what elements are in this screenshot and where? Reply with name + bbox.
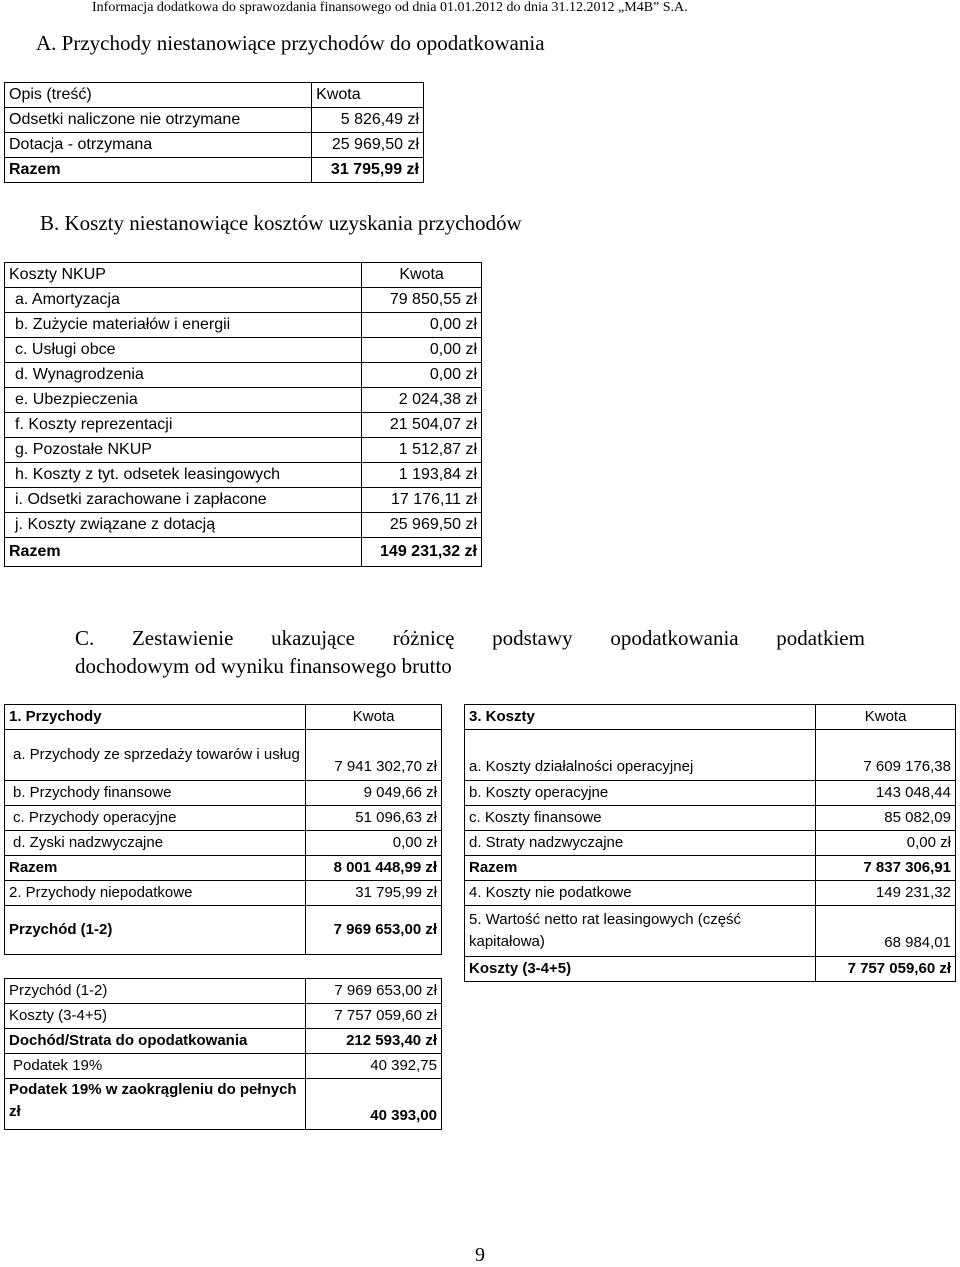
table-row bbox=[5, 413, 482, 438]
table-row bbox=[465, 730, 956, 781]
row-value: 9 049,66 zł bbox=[306, 781, 442, 806]
row-label: f. Koszty reprezentacji bbox=[5, 413, 362, 438]
table-total-row bbox=[5, 1029, 442, 1054]
revenue-header-label: 1. Przychody bbox=[5, 705, 306, 730]
row-label: j. Koszty związane z dotacją bbox=[5, 513, 362, 538]
table-row bbox=[5, 438, 482, 463]
row-value: 25 969,50 zł bbox=[312, 133, 424, 158]
cost-header-label: 3. Koszty bbox=[465, 705, 816, 730]
row-label: c. Koszty finansowe bbox=[465, 806, 816, 831]
section-c-title-line2: dochodowym od wyniku finansowego brutto bbox=[75, 654, 452, 678]
row-label: c. Przychody operacyjne bbox=[5, 806, 306, 831]
table-total-row bbox=[465, 957, 956, 982]
row-value: 21 504,07 zł bbox=[362, 413, 482, 438]
total-value: 7 837 306,91 bbox=[816, 856, 956, 881]
table-row bbox=[5, 133, 424, 158]
row-value: 0,00 zł bbox=[362, 363, 482, 388]
row-value: 68 984,01 bbox=[816, 906, 956, 957]
summary-table bbox=[4, 978, 442, 1130]
row-value: 7 609 176,38 bbox=[816, 730, 956, 781]
row-label: Przychód (1-2) bbox=[5, 979, 306, 1004]
result-value: 212 593,40 zł bbox=[306, 1029, 442, 1054]
section-a-table bbox=[4, 82, 424, 183]
page-number: 9 bbox=[475, 1244, 485, 1266]
row-value: 7 941 302,70 zł bbox=[306, 730, 442, 781]
row-value: 40 392,75 bbox=[306, 1054, 442, 1079]
costs-value: 7 757 059,60 zł bbox=[816, 957, 956, 982]
total-value: 149 231,32 zł bbox=[362, 538, 482, 567]
table-total-row bbox=[5, 538, 482, 567]
costs-label: Koszty (3-4+5) bbox=[465, 957, 816, 982]
table-row bbox=[5, 513, 482, 538]
tax-round-value: 40 393,00 bbox=[306, 1079, 442, 1130]
title-word: różnicę bbox=[392, 626, 455, 650]
row-value: 0,00 zł bbox=[816, 831, 956, 856]
row-value: 7 969 653,00 zł bbox=[306, 979, 442, 1004]
section-c-title bbox=[75, 624, 865, 680]
income-label: Przychód (1-2) bbox=[5, 906, 306, 955]
total-label: Razem bbox=[5, 158, 312, 183]
table-row bbox=[5, 831, 442, 856]
table-header-row bbox=[5, 83, 424, 108]
row-value: 85 082,09 bbox=[816, 806, 956, 831]
table-total-row bbox=[5, 1079, 442, 1130]
row-label: a. Koszty działalności operacyjnej bbox=[465, 730, 816, 781]
row-value: 1 193,84 zł bbox=[362, 463, 482, 488]
row-label: e. Ubezpieczenia bbox=[5, 388, 362, 413]
title-word: podatkiem bbox=[776, 626, 865, 650]
table-total-row bbox=[5, 856, 442, 881]
table-row bbox=[5, 388, 482, 413]
total-value: 8 001 448,99 zł bbox=[306, 856, 442, 881]
row-value: 0,00 zł bbox=[306, 831, 442, 856]
row-label: 2. Przychody niepodatkowe bbox=[5, 881, 306, 906]
row-label: d. Straty nadzwyczajne bbox=[465, 831, 816, 856]
tax-round-label: Podatek 19% w zaokrągleniu do pełnych zł bbox=[5, 1079, 306, 1130]
total-value: 31 795,99 zł bbox=[312, 158, 424, 183]
section-b-title: B. Koszty niestanowiące kosztów uzyskania przychodów bbox=[40, 211, 522, 235]
row-label: b. Koszty operacyjne bbox=[465, 781, 816, 806]
table-header-row bbox=[465, 705, 956, 730]
section-a-title: A. Przychody niestanowiące przychodów do opodatkowania bbox=[36, 31, 545, 55]
title-word: C. bbox=[75, 626, 95, 650]
table-row bbox=[465, 806, 956, 831]
row-value: 31 795,99 zł bbox=[306, 881, 442, 906]
row-label: i. Odsetki zarachowane i zapłacone bbox=[5, 488, 362, 513]
row-label: g. Pozostałe NKUP bbox=[5, 438, 362, 463]
row-label: a. Amortyzacja bbox=[5, 288, 362, 313]
row-label: Dotacja - otrzymana bbox=[5, 133, 312, 158]
row-value: 1 512,87 zł bbox=[362, 438, 482, 463]
row-label: 4. Koszty nie podatkowe bbox=[465, 881, 816, 906]
table-row bbox=[465, 881, 956, 906]
section-c-title-line1 bbox=[75, 624, 865, 652]
total-label: Razem bbox=[5, 856, 306, 881]
table-total-row bbox=[5, 158, 424, 183]
table-row bbox=[5, 488, 482, 513]
table-total-row bbox=[5, 906, 442, 955]
row-label: d. Wynagrodzenia bbox=[5, 363, 362, 388]
table-row bbox=[465, 906, 956, 957]
row-value: 7 757 059,60 zł bbox=[306, 1004, 442, 1029]
title-word: opodatkowania bbox=[610, 626, 739, 650]
row-label: b. Przychody finansowe bbox=[5, 781, 306, 806]
cost-header-amount: Kwota bbox=[816, 705, 956, 730]
table-row bbox=[5, 1004, 442, 1029]
table-header-row bbox=[5, 263, 482, 288]
table-row bbox=[5, 463, 482, 488]
table-row bbox=[5, 781, 442, 806]
row-value: 149 231,32 bbox=[816, 881, 956, 906]
table-header-row bbox=[5, 705, 442, 730]
table-row bbox=[465, 781, 956, 806]
income-value: 7 969 653,00 zł bbox=[306, 906, 442, 955]
row-label: Podatek 19% bbox=[5, 1054, 306, 1079]
row-label: d. Zyski nadzwyczajne bbox=[5, 831, 306, 856]
table-row bbox=[5, 338, 482, 363]
title-word: Zestawienie bbox=[131, 626, 234, 650]
title-word: podstawy bbox=[492, 626, 573, 650]
table-row bbox=[5, 363, 482, 388]
document-header: Informacja dodatkowa do sprawozdania finansowego od dnia 01.01.2012 do dnia 31.12.2012 „M4B” S.A. bbox=[92, 0, 688, 15]
row-value: 5 826,49 zł bbox=[312, 108, 424, 133]
row-label: 5. Wartość netto rat leasingowych (część kapitałowa) bbox=[465, 906, 816, 957]
row-value: 0,00 zł bbox=[362, 313, 482, 338]
row-value: 0,00 zł bbox=[362, 338, 482, 363]
row-label: h. Koszty z tyt. odsetek leasingowych bbox=[5, 463, 362, 488]
result-label: Dochód/Strata do opodatkowania bbox=[5, 1029, 306, 1054]
row-label: a. Przychody ze sprzedaży towarów i usług bbox=[5, 730, 306, 781]
col-amount-header: Kwota bbox=[362, 263, 482, 288]
table-row bbox=[5, 288, 482, 313]
row-label: Koszty (3-4+5) bbox=[5, 1004, 306, 1029]
table-row bbox=[5, 730, 442, 781]
table-row bbox=[5, 979, 442, 1004]
row-value: 2 024,38 zł bbox=[362, 388, 482, 413]
col-amount-header: Kwota bbox=[312, 83, 424, 108]
revenue-header-amount: Kwota bbox=[306, 705, 442, 730]
total-label: Razem bbox=[465, 856, 816, 881]
section-b-table bbox=[4, 262, 482, 567]
table-row bbox=[5, 108, 424, 133]
title-word: ukazujące bbox=[271, 626, 356, 650]
col-desc-header: Koszty NKUP bbox=[5, 263, 362, 288]
table-row bbox=[5, 806, 442, 831]
revenue-table bbox=[4, 704, 442, 955]
row-value: 25 969,50 zł bbox=[362, 513, 482, 538]
table-row bbox=[5, 313, 482, 338]
cost-table bbox=[464, 704, 956, 982]
row-value: 79 850,55 zł bbox=[362, 288, 482, 313]
table-row bbox=[5, 1054, 442, 1079]
row-value: 17 176,11 zł bbox=[362, 488, 482, 513]
table-total-row bbox=[465, 856, 956, 881]
row-label: c. Usługi obce bbox=[5, 338, 362, 363]
row-value: 51 096,63 zł bbox=[306, 806, 442, 831]
table-row bbox=[465, 831, 956, 856]
row-label: Odsetki naliczone nie otrzymane bbox=[5, 108, 312, 133]
row-label: b. Zużycie materiałów i energii bbox=[5, 313, 362, 338]
row-value: 143 048,44 bbox=[816, 781, 956, 806]
table-row bbox=[5, 881, 442, 906]
col-desc-header: Opis (treść) bbox=[5, 83, 312, 108]
total-label: Razem bbox=[5, 538, 362, 567]
